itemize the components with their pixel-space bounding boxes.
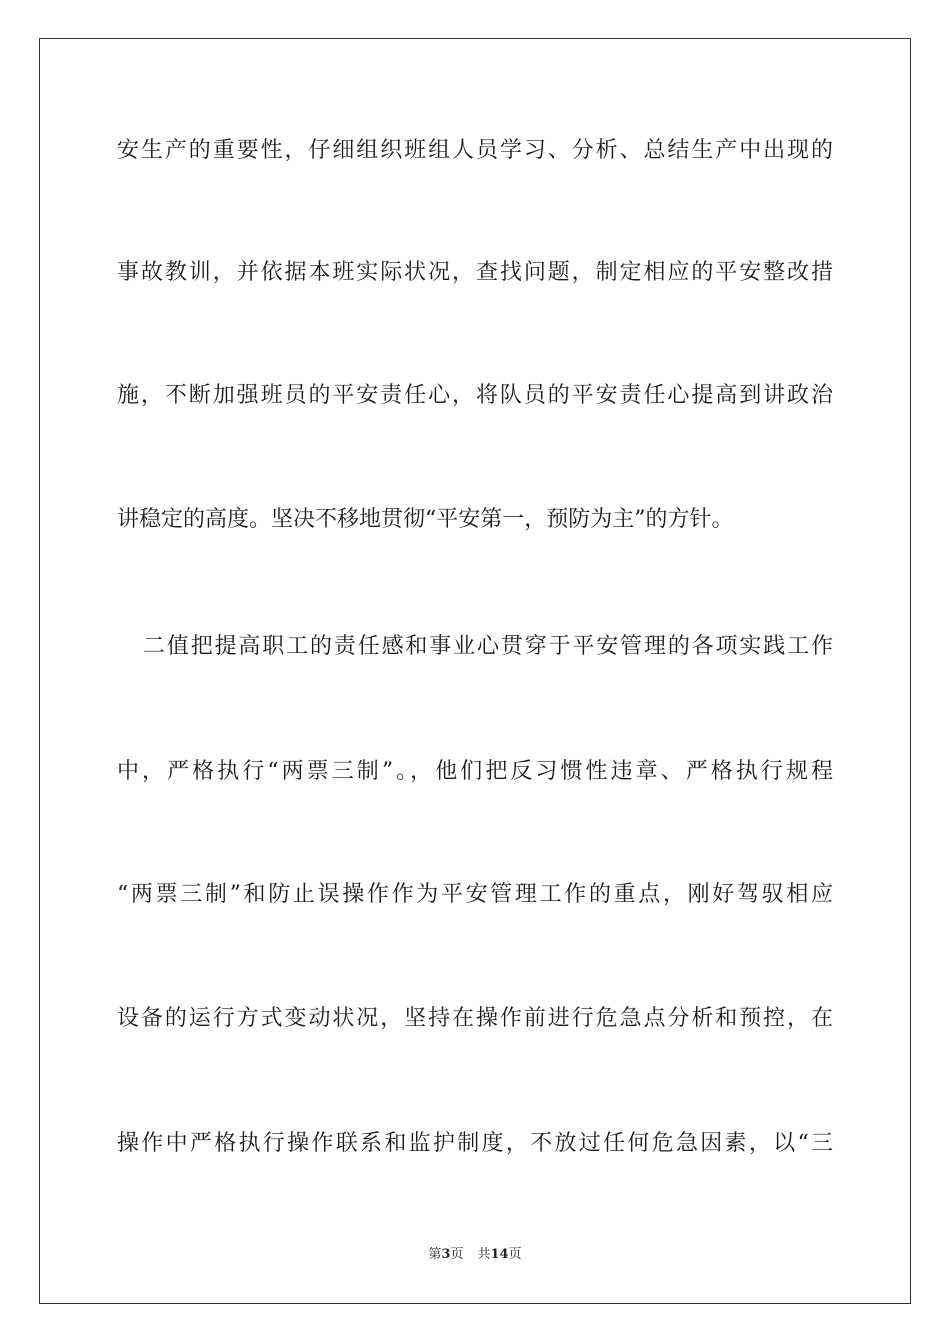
total-suffix: 页 — [508, 1247, 522, 1262]
page-footer — [0, 1246, 950, 1264]
paragraph-line: 二值把提高职工的责任感和事业心贯穿于平安管理的各项实践工作 — [143, 634, 833, 659]
paragraph-line: 讲稳定的高度。坚决不移地贯彻“平安第一，预防为主”的方针。 — [117, 507, 734, 532]
page-prefix: 第 — [428, 1247, 442, 1262]
total-prefix: 共 — [477, 1247, 491, 1262]
page-number: 3 — [441, 1247, 451, 1262]
page-border — [39, 38, 911, 1304]
page-suffix: 页 — [450, 1247, 464, 1262]
total-pages: 14 — [490, 1247, 509, 1262]
paragraph-line: 操作中严格执行操作联系和监护制度，不放过任何危急因素，以“三 — [117, 1131, 833, 1156]
paragraph-line: 事故教训，并依据本班实际状况，查找问题，制定相应的平安整改措 — [117, 260, 833, 285]
paragraph-line: “两票三制”和防止误操作作为平安管理工作的重点，刚好驾驭相应 — [117, 882, 833, 907]
paragraph-line: 施，不断加强班员的平安责任心，将队员的平安责任心提高到讲政治 — [117, 383, 833, 408]
paragraph-line: 中，严格执行“两票三制”。，他们把反习惯性违章、严格执行规程 — [117, 759, 833, 784]
paragraph-line: 安生产的重要性，仔细组织班组人员学习、分析、总结生产中出现的 — [117, 138, 833, 163]
paragraph-line: 设备的运行方式变动状况，坚持在操作前进行危急点分析和预控，在 — [117, 1006, 833, 1031]
